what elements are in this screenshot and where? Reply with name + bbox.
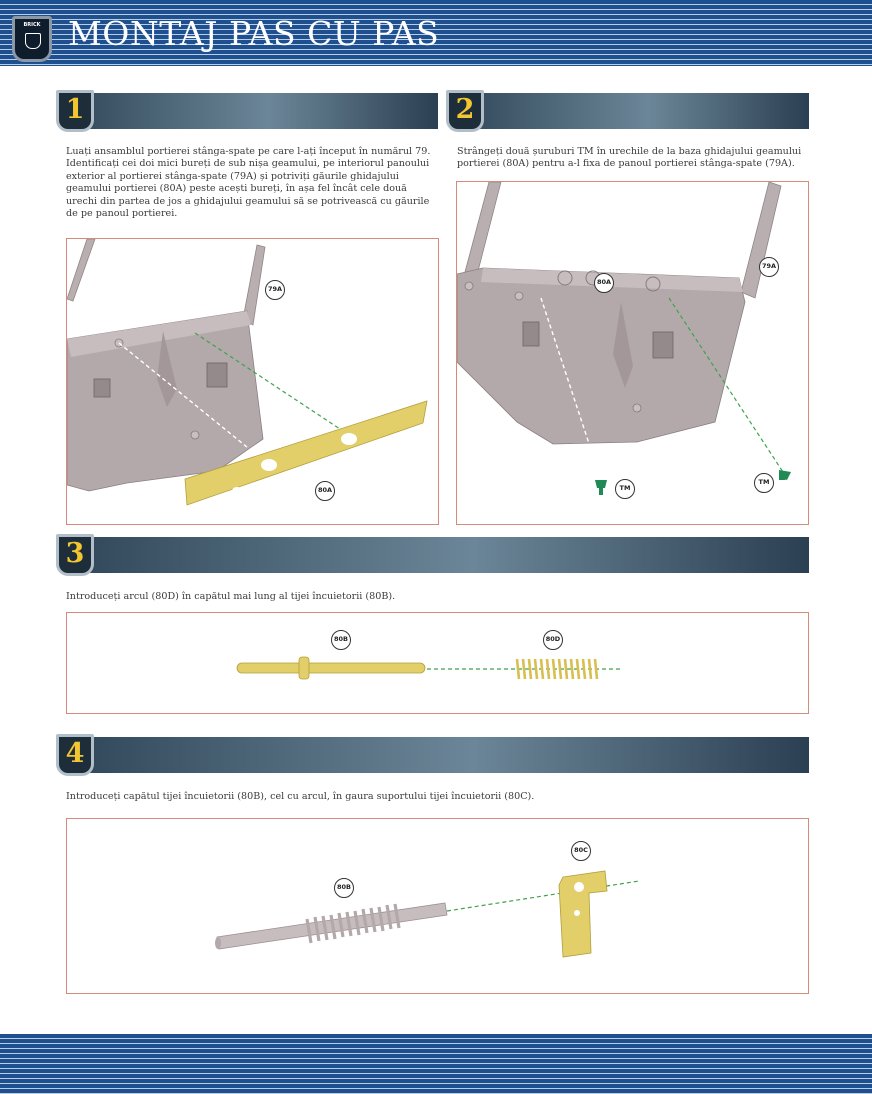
step-1-badge — [56, 90, 94, 132]
step-2-number: 2 — [455, 94, 475, 125]
callout-79a: 79A — [265, 280, 285, 300]
shield-icon — [25, 33, 41, 49]
callout-80d: 80D — [543, 630, 563, 650]
step-4-illustration — [66, 818, 809, 994]
page-header — [0, 0, 872, 66]
callout-tm-left: TM — [615, 479, 635, 499]
step-4-instruction: Introduceți capătul tijei încuietorii (80B), cel cu arcul, în gaura suportului tijei încuietorii (80C). — [66, 791, 535, 802]
step-1-instruction: Luați ansamblul portierei stânga-spate pe care l-ați început în numărul 79. Identificați cei doi mici bureți de sub nișa geamului, pe interiorul panoului exterior al portierei stânga-spate (79A) și potriviți găurile ghidajului geamului portierei (80A) peste acești bureți, în așa fel încât cele două urechi din partea de jos a ghidajului geamului să se potrivească cu găurile de pe panoul portierei. — [66, 146, 431, 220]
step-3-header — [62, 537, 809, 573]
callout-80a: 80A — [594, 273, 614, 293]
step-1-illustration — [66, 238, 439, 525]
step-3-drawing — [67, 613, 809, 714]
callout-80a: 80A — [315, 481, 335, 501]
callout-tm-right: TM — [754, 473, 774, 493]
step-2-badge — [446, 90, 484, 132]
step-3-badge — [56, 534, 94, 576]
step-2-drawing — [457, 182, 809, 525]
brand-logo — [12, 16, 52, 62]
step-1-number: 1 — [65, 94, 85, 125]
callout-80c: 80C — [571, 841, 591, 861]
step-3-illustration — [66, 612, 809, 714]
page-title: MONTAJ PAS CU PAS — [68, 14, 440, 53]
page-footer — [0, 1034, 872, 1094]
step-4-badge — [56, 734, 94, 776]
callout-79a: 79A — [759, 257, 779, 277]
callout-80b: 80B — [334, 878, 354, 898]
step-4-header — [62, 737, 809, 773]
step-3-number: 3 — [65, 538, 85, 569]
step-1-drawing — [67, 239, 439, 525]
brand-logo-text: BRICK — [23, 22, 41, 28]
step-1-header — [62, 93, 438, 129]
step-2-illustration — [456, 181, 809, 525]
step-4-drawing — [67, 819, 809, 994]
step-4-number: 4 — [65, 738, 85, 769]
step-2-header — [452, 93, 809, 129]
step-3-instruction: Introduceți arcul (80D) în capătul mai lung al tijei încuietorii (80B). — [66, 591, 396, 602]
callout-80b: 80B — [331, 630, 351, 650]
step-2-instruction: Strângeți două șuruburi TM în urechile de la baza ghidajului geamului portierei (80A) pentru a-l fixa de panoul portierei stânga-spate (79A). — [457, 146, 802, 170]
